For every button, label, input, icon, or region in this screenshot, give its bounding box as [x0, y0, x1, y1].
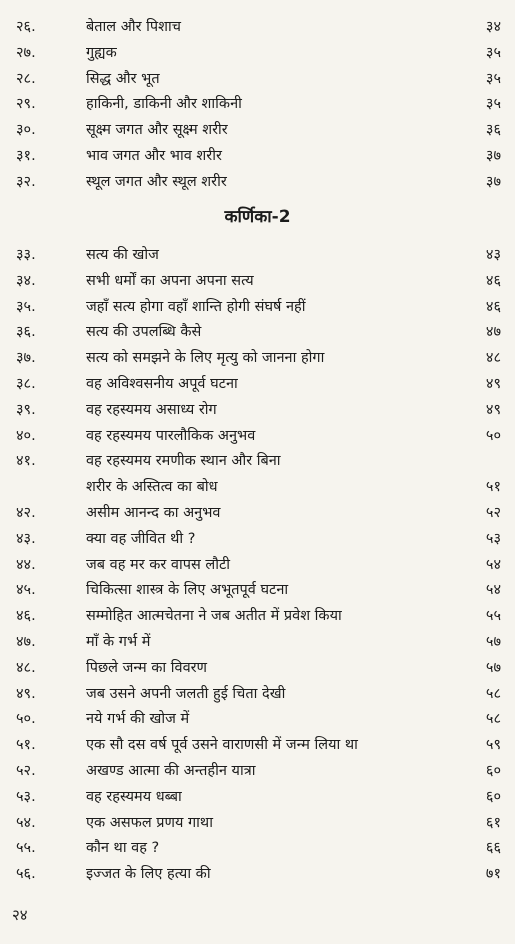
entry-number: ३५.	[16, 298, 36, 315]
entry-number: ३३.	[16, 247, 36, 263]
entry-page-number: ५१	[485, 479, 501, 496]
entry-number: ५६.	[16, 866, 36, 883]
entry-number: ५०.	[16, 711, 36, 728]
toc-entry	[0, 656, 515, 680]
entry-title: सिद्ध और भूत	[86, 70, 160, 87]
toc-entry	[0, 630, 515, 654]
entry-number: ४३.	[16, 530, 36, 547]
entry-title: सम्मोहित आत्मचेतना ने जब अतीत में प्रवेश किया	[86, 608, 342, 625]
entry-number: ३२.	[16, 173, 36, 190]
entry-title: कौन था वह ?	[86, 840, 160, 857]
entry-number: ४२.	[16, 505, 36, 521]
entry-title: माँ के गर्भ में	[86, 634, 151, 650]
entry-page-number: ७१	[485, 866, 501, 883]
entry-number: ४६.	[16, 608, 36, 625]
toc-entry	[0, 682, 515, 706]
entry-page-number: ३४	[485, 19, 501, 35]
entry-title: जब वह मर कर वापस लौटी	[86, 556, 231, 573]
page-number: २४	[12, 906, 28, 924]
toc-entry	[0, 475, 515, 499]
toc-entry	[0, 785, 515, 809]
toc-entry	[0, 604, 515, 628]
entry-title: भाव जगत और भाव शरीर	[86, 148, 222, 164]
entry-title: एक असफल प्रणय गाथा	[86, 814, 213, 831]
toc-entry	[0, 295, 515, 319]
entry-title: जहाँ सत्य होगा वहाँ शान्ति होगी संघर्ष नहीं	[86, 298, 306, 315]
entry-number: ५३.	[16, 788, 36, 805]
entry-page-number: ३५	[485, 96, 501, 113]
entry-page-number: ५३	[485, 530, 501, 547]
toc-entry	[0, 733, 515, 757]
entry-page-number: ५४	[485, 582, 501, 599]
entry-page-number: ४३	[485, 247, 501, 263]
entry-title: क्या वह जीवित थी ?	[86, 530, 196, 547]
entry-number: ४४.	[16, 556, 36, 573]
entry-number: ३८.	[16, 376, 36, 392]
toc-entry	[0, 424, 515, 448]
toc-entry	[0, 67, 515, 91]
entry-title: बेताल और पिशाच	[86, 19, 181, 35]
entry-title: एक सौ दस वर्ष पूर्व उसने वाराणसी में जन्म लिया था	[86, 737, 358, 754]
entry-page-number: ४७	[485, 324, 501, 341]
entry-number: ३१.	[16, 148, 36, 164]
entry-number: २७.	[16, 44, 36, 61]
entry-number: ३९.	[16, 401, 36, 418]
entry-number: ४७.	[16, 634, 36, 650]
entry-page-number: ६०	[485, 788, 501, 805]
entry-number: ४१.	[16, 453, 36, 470]
entry-number: २९.	[16, 96, 36, 113]
toc-entry	[0, 269, 515, 293]
entry-page-number: ५७	[485, 659, 501, 676]
toc-entry	[0, 372, 515, 396]
entry-title: स्थूल जगत और स्थूल शरीर	[86, 173, 227, 190]
entry-page-number: ५४	[485, 556, 501, 573]
entry-page-number: ३५	[485, 70, 501, 87]
toc-entry	[0, 92, 515, 116]
entry-number: २६.	[16, 19, 36, 35]
entry-title: वह अविश्वसनीय अपूर्व घटना	[86, 376, 238, 392]
entry-page-number: ४९	[485, 376, 501, 392]
entry-page-number: ४६	[485, 298, 501, 315]
toc-entry	[0, 449, 515, 473]
toc-entry	[0, 320, 515, 344]
entry-page-number: ६०	[485, 763, 501, 779]
entry-page-number: ६६	[485, 840, 501, 857]
entry-page-number: ६१	[485, 814, 501, 831]
entry-number: ५१.	[16, 737, 36, 754]
entry-number: ५५.	[16, 840, 36, 857]
entry-number: ३४.	[16, 272, 36, 289]
toc-entry	[0, 41, 515, 65]
entry-title: सत्य की उपलब्धि कैसे	[86, 324, 202, 341]
entry-page-number: ३७	[485, 173, 501, 190]
entry-title: सूक्ष्म जगत और सूक्ष्म शरीर	[86, 122, 228, 139]
entry-title: नये गर्भ की खोज में	[86, 711, 190, 728]
entry-number: ४५.	[16, 582, 36, 599]
entry-page-number: ३६	[485, 122, 501, 139]
entry-number: ३७.	[16, 350, 36, 367]
toc-entry	[0, 118, 515, 142]
entry-number: ३०.	[16, 122, 36, 139]
entry-number: ३६.	[16, 324, 36, 341]
entry-page-number: ५८	[485, 685, 501, 702]
toc-entry	[0, 501, 515, 525]
entry-number: ४९.	[16, 685, 36, 702]
toc-entry	[0, 707, 515, 731]
entry-title: वह रहस्यमय रमणीक स्थान और बिना	[86, 453, 281, 470]
entry-number: ४८.	[16, 659, 36, 676]
entry-title: जब उसने अपनी जलती हुई चिता देखी	[86, 685, 286, 702]
entry-title: सत्य को समझने के लिए मृत्यु को जानना होगा	[86, 350, 325, 367]
entry-title: इज्जत के लिए हत्या की	[86, 866, 211, 883]
entry-page-number: ५८	[485, 711, 501, 728]
entry-page-number: ५२	[485, 505, 501, 521]
toc-entry	[0, 553, 515, 577]
toc-entry	[0, 346, 515, 370]
entry-page-number: ४६	[485, 272, 501, 289]
toc-entry	[0, 862, 515, 886]
entry-title: चिकित्सा शास्त्र के लिए अभूतपूर्व घटना	[86, 582, 289, 599]
toc-entry	[0, 759, 515, 783]
entry-page-number: ३५	[485, 44, 501, 61]
entry-page-number: ५९	[485, 737, 501, 754]
entry-page-number: ३७	[485, 148, 501, 164]
toc-entry	[0, 398, 515, 422]
toc-entry	[0, 15, 515, 39]
entry-page-number: ५०	[485, 427, 501, 444]
entry-title: वह रहस्यमय असाध्य रोग	[86, 401, 217, 418]
entry-page-number: ४८	[485, 350, 501, 367]
toc-entry	[0, 243, 515, 267]
entry-title: हाकिनी, डाकिनी और शाकिनी	[86, 96, 242, 113]
section-heading: कर्णिका-2	[224, 207, 291, 227]
entry-page-number: ४९	[485, 401, 501, 418]
entry-page-number: ५७	[485, 634, 501, 650]
entry-title: वह रहस्यमय पारलौकिक अनुभव	[86, 427, 256, 444]
entry-title: असीम आनन्द का अनुभव	[86, 505, 221, 521]
entry-title: पिछले जन्म का विवरण	[86, 659, 208, 676]
toc-entry	[0, 144, 515, 168]
toc-entry	[0, 836, 515, 860]
entry-number: २८.	[16, 70, 36, 87]
entry-title: वह रहस्यमय धब्बा	[86, 788, 182, 805]
toc-entry	[0, 527, 515, 551]
entry-title: अखण्ड आत्मा की अन्तहीन यात्रा	[86, 763, 256, 779]
entry-number: ५२.	[16, 763, 36, 779]
toc-entry	[0, 170, 515, 194]
entry-number: ५४.	[16, 814, 36, 831]
entry-number: ४०.	[16, 427, 36, 444]
entry-title: गुह्यक	[86, 44, 117, 61]
entry-page-number: ५५	[485, 608, 501, 625]
entry-title: शरीर के अस्तित्व का बोध	[86, 479, 218, 496]
entry-title: सभी धर्मों का अपना अपना सत्य	[86, 272, 254, 289]
toc-entry	[0, 578, 515, 602]
toc-entry	[0, 811, 515, 835]
entry-title: सत्य की खोज	[86, 247, 159, 263]
